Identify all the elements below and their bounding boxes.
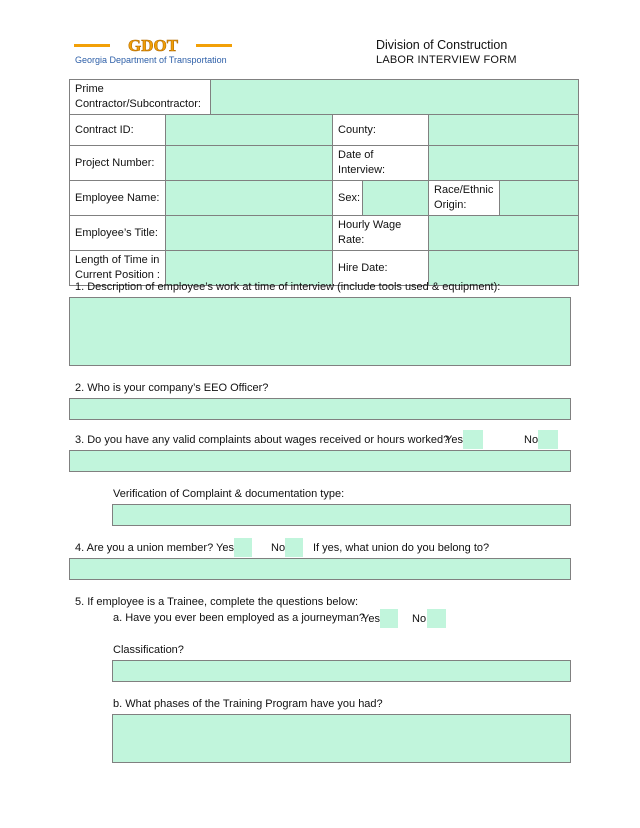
- q4-no-checkbox[interactable]: [285, 538, 303, 557]
- training-phases-field[interactable]: [112, 714, 571, 763]
- prime-contractor-label: Prime Contractor/Subcontractor:: [70, 80, 211, 115]
- employee-info-table: [69, 79, 579, 286]
- employee-title-field[interactable]: [166, 216, 333, 251]
- verification-field[interactable]: [112, 504, 571, 526]
- question-1: 1. Description of employee’s work at time of interview (include tools used & equipment):: [75, 281, 501, 293]
- question-5a: a. Have you ever been employed as a journeyman?: [113, 612, 365, 624]
- form-title: LABOR INTERVIEW FORM: [376, 54, 517, 66]
- q5a-no-label: No: [412, 613, 427, 625]
- hourly-wage-label: Hourly Wage Rate:: [333, 216, 429, 251]
- question-2: 2. Who is your company’s EEO Officer?: [75, 382, 269, 394]
- question-5: 5. If employee is a Trainee, complete the questions below:: [75, 596, 359, 608]
- q5a-yes-checkbox[interactable]: [380, 609, 398, 628]
- classification-label: Classification?: [113, 644, 184, 656]
- question-5b: b. What phases of the Training Program have you had?: [113, 698, 383, 710]
- date-of-interview-field[interactable]: [429, 146, 579, 181]
- union-field[interactable]: [69, 558, 571, 580]
- union-followup-label: If yes, what union do you belong to?: [313, 542, 490, 554]
- logo-wordmark: GDOT: [127, 36, 179, 55]
- sex-label: Sex:: [333, 181, 363, 216]
- complaints-field[interactable]: [69, 450, 571, 472]
- employee-name-label: Employee Name:: [70, 181, 166, 216]
- length-of-time-label: Length of Time in Current Position :: [70, 251, 166, 286]
- q5a-yes-label: Yes: [362, 613, 380, 625]
- race-ethnic-origin-label: Race/Ethnic Origin:: [429, 181, 500, 216]
- q3-yes-label: Yes: [445, 434, 463, 446]
- q4-yes-label: Yes: [216, 542, 234, 554]
- date-of-interview-label: Date of Interview:: [333, 146, 429, 181]
- question-3: 3. Do you have any valid complaints about wages received or hours worked?: [75, 434, 450, 446]
- hire-date-label: Hire Date:: [333, 251, 429, 286]
- q4-no-label: No: [271, 542, 286, 554]
- project-number-field[interactable]: [166, 146, 333, 181]
- q3-yes-checkbox[interactable]: [463, 430, 483, 449]
- question-4: 4. Are you a union member?: [75, 542, 214, 554]
- contract-id-field[interactable]: [166, 115, 333, 146]
- contract-id-label: Contract ID:: [70, 115, 166, 146]
- agency-name: Georgia Department of Transportation: [75, 55, 227, 65]
- eeo-officer-field[interactable]: [69, 398, 571, 420]
- q4-yes-checkbox[interactable]: [234, 538, 252, 557]
- prime-contractor-field[interactable]: [211, 80, 579, 115]
- q3-no-label: No: [524, 434, 539, 446]
- race-ethnic-origin-field[interactable]: [500, 181, 579, 216]
- q3-no-checkbox[interactable]: [538, 430, 558, 449]
- project-number-label: Project Number:: [70, 146, 166, 181]
- hourly-wage-field[interactable]: [429, 216, 579, 251]
- work-description-field[interactable]: [69, 297, 571, 366]
- county-field[interactable]: [429, 115, 579, 146]
- employee-name-field[interactable]: [166, 181, 333, 216]
- employee-title-label: Employee’s Title:: [70, 216, 166, 251]
- county-label: County:: [333, 115, 429, 146]
- division-title: Division of Construction: [376, 38, 508, 52]
- classification-field[interactable]: [112, 660, 571, 682]
- verification-label: Verification of Complaint & documentation type:: [113, 488, 345, 500]
- q5a-no-checkbox[interactable]: [427, 609, 446, 628]
- sex-field[interactable]: [363, 181, 429, 216]
